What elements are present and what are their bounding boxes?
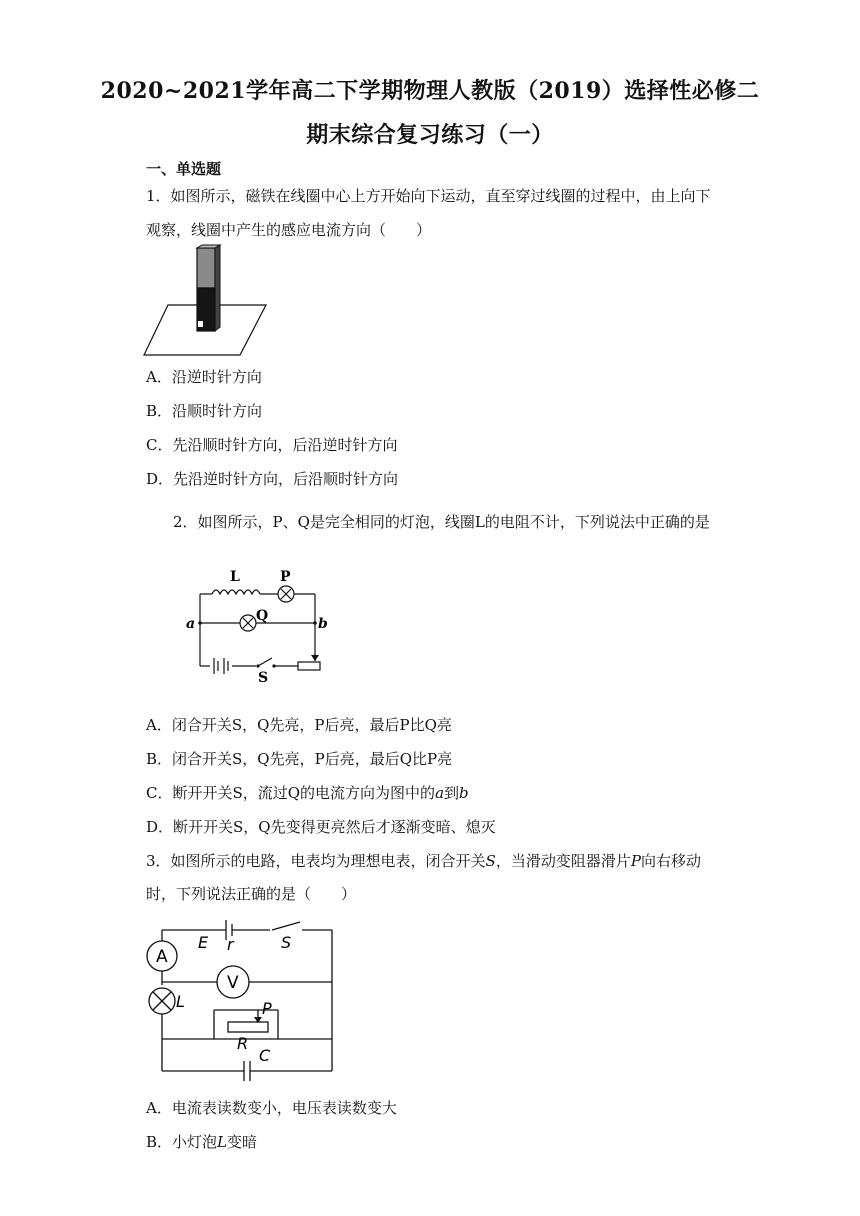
q1-option-b: B．沿顺时针方向: [146, 402, 263, 420]
q3-option-a: A．电流表读数变小，电压表读数变大: [146, 1099, 397, 1117]
q1-option-c: C．先沿顺时针方向，后沿逆时针方向: [146, 436, 398, 454]
q1-magnet-coil-figure: [140, 245, 270, 360]
q3-stem-line2: 时，下列说法正确的是（ ）: [146, 885, 357, 903]
q3-fig-label-s: S: [281, 933, 292, 952]
q3-fig-label-r-resistor: R: [237, 1034, 249, 1053]
q2-fig-label-b: b: [318, 616, 328, 632]
q2-fig-label-l: L: [230, 569, 240, 585]
magnet-upper-pole: [197, 248, 215, 288]
q3-fig-label-p: P: [262, 999, 272, 1018]
q2-option-b: B．闭合开关S，Q先亮，P后亮，最后Q比P亮: [146, 750, 453, 768]
q2-option-c: C．断开开关S，流过Q的电流方向为图中的a到b: [146, 784, 469, 802]
q3-fig-label-r: r: [227, 935, 234, 954]
magnet-side-face: [215, 245, 220, 331]
q2-option-a: A．闭合开关S，Q先亮，P后亮，最后P比Q亮: [146, 716, 452, 734]
q3-fig-label-l: L: [176, 992, 185, 1011]
document-title-line1: 2020~2021学年高二下学期物理人教版（2019）选择性必修二: [100, 78, 760, 104]
section-heading: 一、单选题: [146, 160, 222, 178]
q2-stem: 2．如图所示，P、Q是完全相同的灯泡，线圈L的电阻不计，下列说法中正确的是: [173, 513, 710, 531]
q3-fig-label-v: V: [227, 973, 239, 993]
q1-stem-line2: 观察，线圈中产生的感应电流方向（ ）: [146, 221, 432, 239]
q2-option-d: D．断开开关S，Q先变得更亮然后才逐渐变暗、熄灭: [146, 818, 496, 836]
q2-fig-label-a: a: [186, 616, 196, 632]
q3-fig-label-a: A: [156, 947, 168, 967]
q3-stem-line1: 3．如图所示的电路，电表均为理想电表，闭合开关S，当滑动变阻器滑片P向右移动: [146, 852, 701, 870]
q3-circuit-figure: [140, 915, 340, 1085]
q1-option-d: D．先沿逆时针方向，后沿顺时针方向: [146, 470, 399, 488]
q2-fig-label-q: Q: [256, 608, 269, 624]
document-title-line2: 期末综合复习练习（一）: [306, 122, 554, 148]
q2-fig-label-s: S: [258, 670, 269, 686]
q3-fig-label-e: E: [198, 933, 209, 952]
q1-option-a: A．沿逆时针方向: [146, 368, 262, 386]
q3-fig-label-c: C: [259, 1046, 271, 1065]
q3-option-b: B．小灯泡L变暗: [146, 1133, 258, 1151]
q2-circuit-figure: [180, 566, 330, 686]
magnet-shadow-mark: [198, 321, 203, 327]
q2-fig-label-p: P: [280, 569, 291, 585]
q1-stem-line1: 1．如图所示，磁铁在线圈中心上方开始向下运动，直至穿过线圈的过程中，由上向下: [146, 187, 711, 205]
